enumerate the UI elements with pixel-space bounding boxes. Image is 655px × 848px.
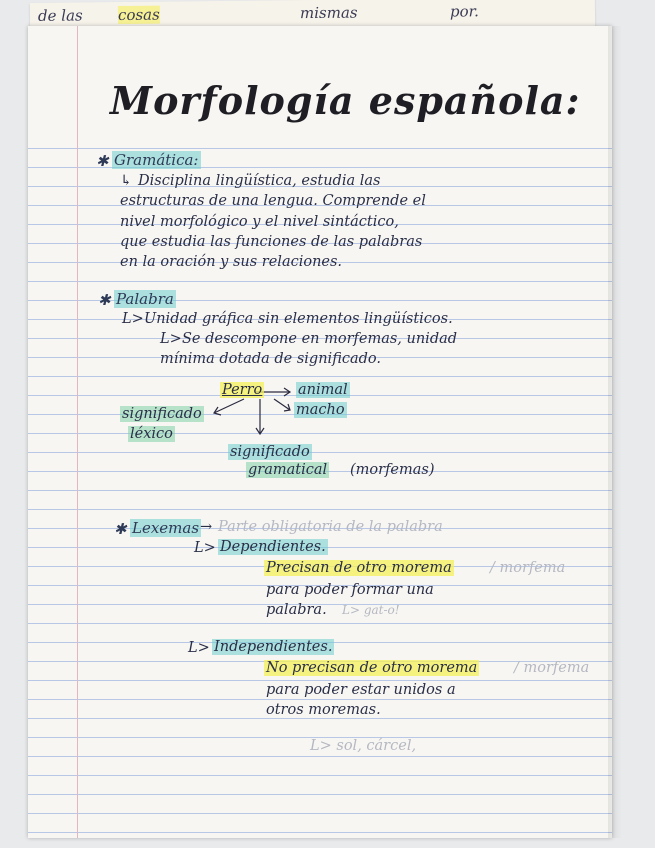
notebook-page bbox=[28, 26, 612, 838]
independientes-line: No precisan de otro morema bbox=[266, 660, 478, 676]
diagram-right-bottom: macho bbox=[296, 402, 345, 418]
arrow-icon: → bbox=[200, 519, 213, 535]
diagram-right-top: animal bbox=[298, 382, 348, 398]
prev-page-fragment: por. bbox=[449, 2, 480, 21]
gramatica-line: nivel morfológico y el nivel sintáctico, bbox=[120, 214, 399, 230]
arrow-icon: L> bbox=[194, 540, 216, 556]
palabra-line: mínima dotada de significado. bbox=[160, 351, 381, 367]
diagram-bottom-note: (morfemas) bbox=[350, 462, 435, 478]
arrow-icon: L> bbox=[122, 311, 144, 327]
dependientes-line: Precisan de otro morema bbox=[266, 560, 452, 576]
diagram-bottom-1: significado bbox=[230, 444, 310, 460]
arrow-icon: L> bbox=[160, 331, 182, 347]
gramatica-line: estructuras de una lengua. Comprende el bbox=[120, 193, 426, 209]
palabra-line: Unidad gráfica sin elementos lingüísticos. bbox=[144, 311, 453, 327]
diagram-left-1: significado bbox=[122, 406, 202, 422]
palabra-heading: Palabra bbox=[116, 290, 174, 308]
arrow-icon: L> bbox=[188, 640, 210, 656]
independientes-line: para poder estar unidos a bbox=[266, 682, 456, 698]
independientes-heading: Independientes. bbox=[214, 639, 333, 655]
arrow-icon: ↳ bbox=[120, 173, 133, 189]
gramatica-line: que estudia las funciones de las palabras bbox=[120, 234, 423, 250]
diagram-left-2: léxico bbox=[130, 426, 173, 442]
page-title: Morfología española: bbox=[110, 78, 581, 123]
arrow-line bbox=[214, 399, 244, 413]
star-bullet: ✱ bbox=[98, 291, 111, 309]
star-bullet: ✱ bbox=[96, 152, 109, 170]
diagram-center: Perro bbox=[222, 382, 263, 398]
palabra-line: Se descompone en morfemas, unidad bbox=[182, 331, 458, 347]
lexemas-definition: Parte obligatoria de la palabra bbox=[218, 519, 443, 535]
dependientes-example: L> gat-o! bbox=[342, 603, 400, 617]
prev-page-fragment: de las bbox=[37, 6, 83, 25]
star-bullet: ✱ bbox=[114, 520, 127, 538]
prev-page-fragment: cosas bbox=[117, 5, 160, 25]
independientes-line-tail: / morfema bbox=[514, 660, 590, 676]
gramatica-heading: Gramática: bbox=[114, 151, 199, 169]
independientes-example: L> sol, cárcel, bbox=[310, 738, 417, 754]
dependientes-line-tail: / morfema bbox=[490, 560, 566, 576]
gramatica-line: Disciplina lingüística, estudia las bbox=[138, 173, 381, 189]
gramatica-line: en la oración y sus relaciones. bbox=[120, 254, 343, 270]
independientes-line: otros moremas. bbox=[266, 702, 381, 718]
dependientes-heading: Dependientes. bbox=[220, 539, 326, 555]
dependientes-line: para poder formar una bbox=[266, 582, 434, 598]
prev-page-fragment: mismas bbox=[299, 3, 358, 23]
lexemas-heading: Lexemas bbox=[132, 519, 200, 537]
dependientes-line: palabra. bbox=[266, 602, 327, 618]
diagram-bottom-2: gramatical bbox=[248, 462, 328, 478]
